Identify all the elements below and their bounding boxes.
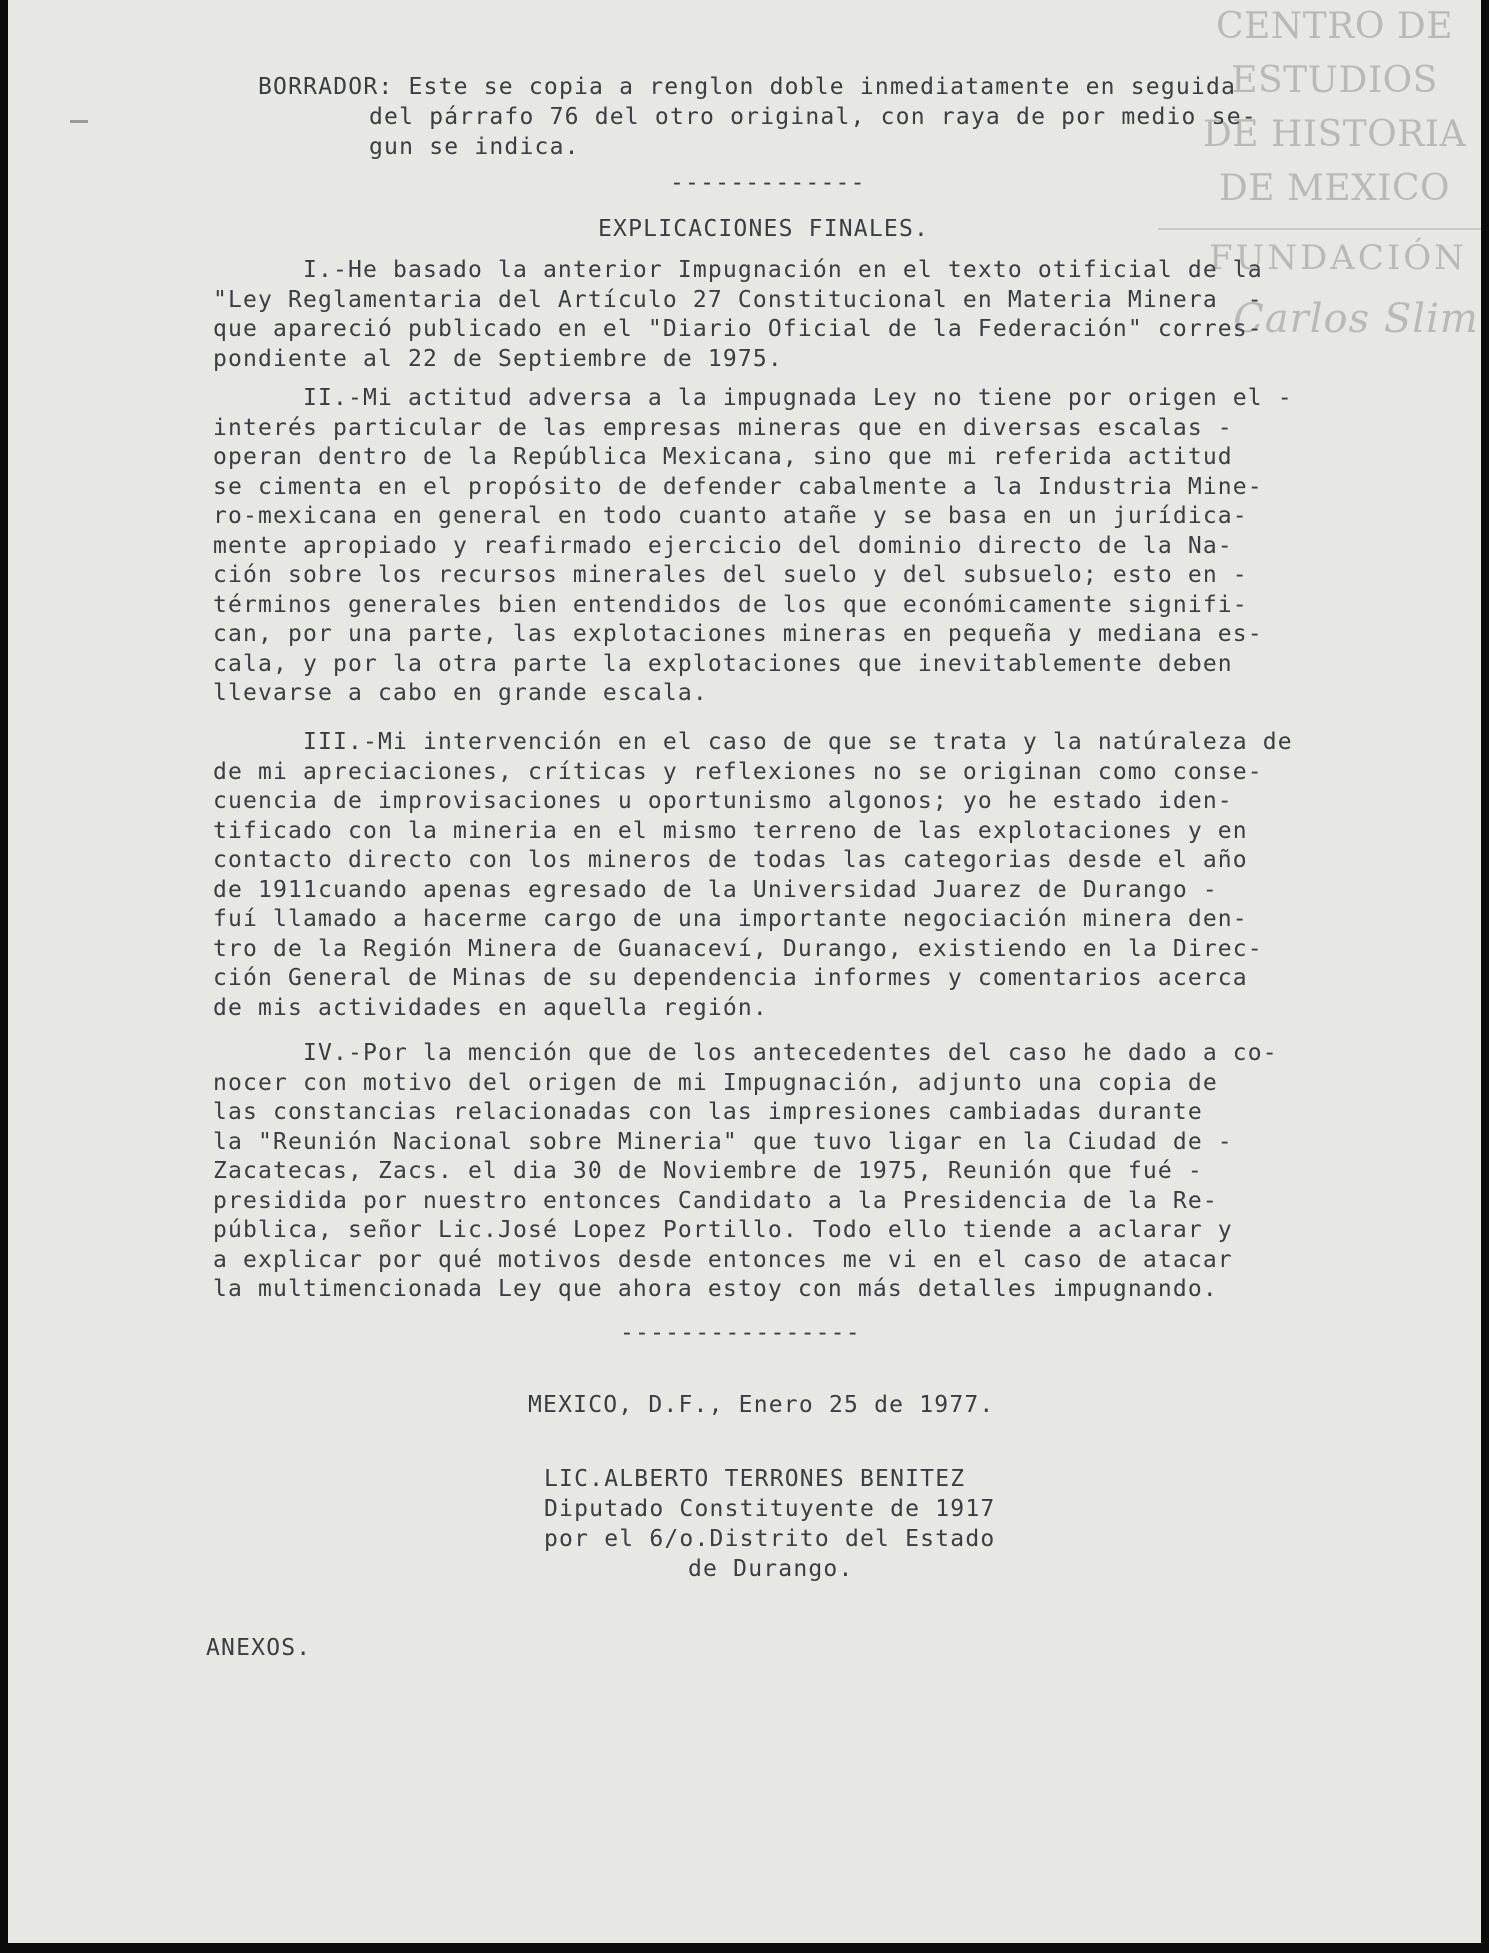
margin-mark: [70, 120, 88, 123]
paragraph-iv: IV.-Por la mención que de los antecedentes del caso he dado a co- nocer con motivo del origen de mi Impugnación, adjunto una copia de las constancias relacionadas con las impresiones cambiadas durante la "Reunión Nacional sobre Mineria" que tuvo ligar en la Ciudad de - Zacatecas, Zacs. el dia 30 de Noviembre de 1975, Reunión que fué - presidida por nuestro entonces Candidato a la Presidencia de la Re- pública, señor Lic.José Lopez Portillo. Todo ello tiende a aclarar y a explicar por qué motivos desde entonces me vi en el caso de atacar la multimencionada Ley que ahora estoy con más detalles impugnando.: [213, 1040, 1278, 1302]
watermark-line-2: ESTUDIOS: [1231, 60, 1438, 101]
separator-bottom: ----------------: [620, 1320, 861, 1346]
watermark-fundacion: FUNDACIÓN: [1209, 238, 1467, 278]
paragraph-ii: II.-Mi actitud adversa a la impugnada Ley no tiene por origen el - interés particular de las empresas mineras que en diversas escalas - operan dentro de la República Mexicana, sino que mi referida actitud se cimenta en el propósito de defender cabalmente a la Industria Mine- ro-mexicana en general en todo cuanto atañe y se basa en un jurídica- mente apropiado y reafirmado ejercicio del dominio directo de la Na- ción sobre los recursos minerales del suelo y del subsuelo; esto en - términos generales bien entendidos de los que económicamente signifi- can, por una parte, las explotaciones mineras en pequeña y mediana es- cala, y por la otra parte la explotaciones que inevitablemente deben llevarse a cabo en grande escala.: [213, 385, 1293, 706]
draft-note-line-2: del párrafo 76 del otro original, con raya de por medio se-: [369, 104, 1257, 130]
watermark-line-3: DE HISTORIA: [1202, 114, 1467, 155]
signer-title: Diputado Constituyente de 1917: [544, 1496, 996, 1522]
section-heading: EXPLICACIONES FINALES.: [598, 216, 930, 242]
watermark-divider: [1158, 228, 1481, 230]
watermark-line-1: CENTRO DE: [1215, 6, 1454, 47]
watermark-line-4: DE MEXICO: [1218, 168, 1451, 209]
paragraph-iii: III.-Mi intervención en el caso de que se trata y la natúraleza de de mi apreciaciones, críticas y reflexiones no se originan como conse- cuencia de improvisaciones u oportunismo algonos; yo he estado iden- tificado con la mineria en el mismo terreno de las explotaciones y en contacto directo con los mineros de todas las categorias desde el año de 1911cuando apenas egresado de la Universidad Juarez de Durango - fuí llamado a hacerme cargo de una importante negociación minera den- tro de la Región Minera de Guanaceví, Durango, existiendo en la Direc- ción General de Minas de su dependencia informes y comentarios acerca de mis actividades en aquella región.: [213, 729, 1293, 1021]
watermark-signature: Carlos Slim: [1233, 296, 1479, 342]
document-page: [8, 0, 1481, 1943]
draft-note-line-3: gun se indica.: [369, 134, 580, 160]
paragraph-i: I.-He basado la anterior Impugnación en el texto otificial de la "Ley Reglamentaria del Artículo 27 Constitucional en Materia Minera - que apareció publicado en el "Diario Oficial de la Federación" corres- pondiente al 22 de Septiembre de 1975.: [213, 257, 1263, 372]
separator-top: -------------: [670, 170, 866, 196]
place-date: MEXICO, D.F., Enero 25 de 1977.: [528, 1392, 995, 1418]
draft-note-line-1: BORRADOR: Este se copia a renglon doble inmediatamente en seguida: [258, 74, 1237, 100]
signer-district: por el 6/o.Distrito del Estado: [544, 1526, 996, 1552]
signer-state: de Durango.: [688, 1556, 854, 1582]
signature-block: [544, 1464, 995, 1584]
signer-name: LIC.ALBERTO TERRONES BENITEZ: [544, 1466, 966, 1492]
annexes-label: ANEXOS.: [206, 1635, 312, 1661]
draft-note: [258, 72, 1257, 162]
